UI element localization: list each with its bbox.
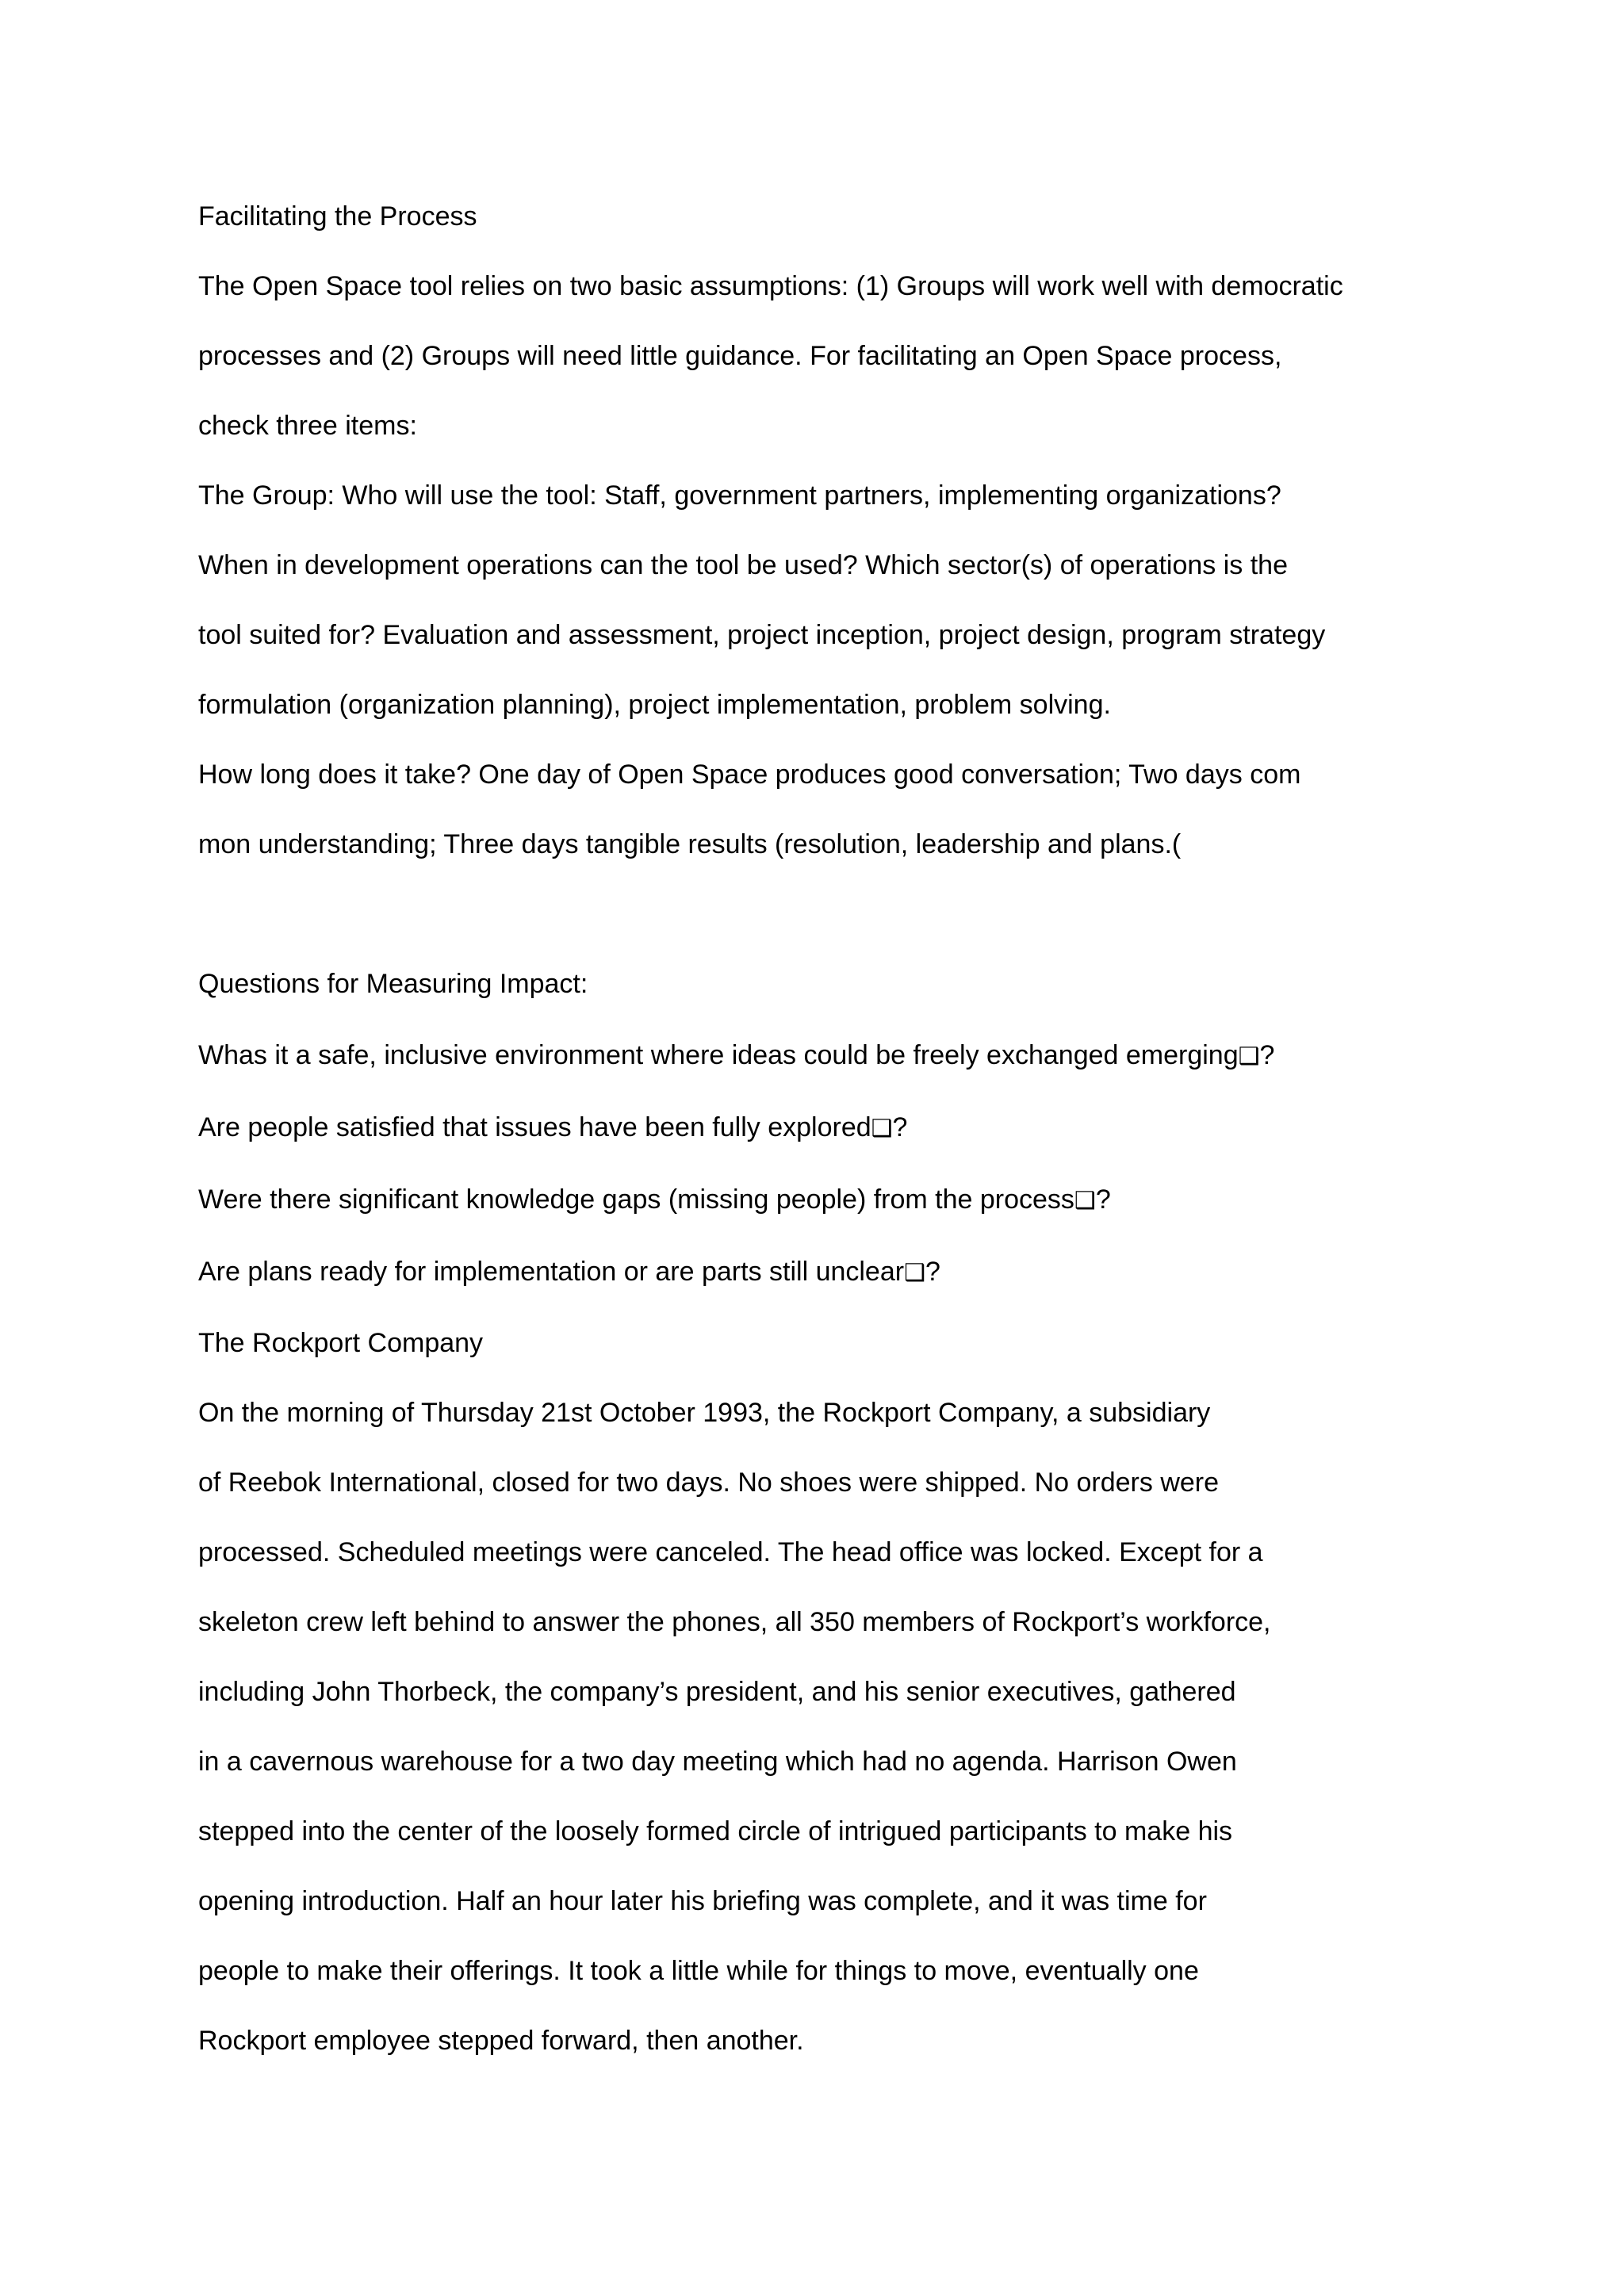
- paragraph-line: formulation (organization planning), project implementation, problem solving.: [198, 690, 1111, 720]
- paragraph-line: including John Thorbeck, the company’s president, and his senior executives, gathered: [198, 1677, 1236, 1707]
- question-item: [198, 1112, 907, 1145]
- question-mark: ?: [1259, 1040, 1275, 1070]
- paragraph-line: The Open Space tool relies on two basic assumptions: (1) Groups will work well with democratic: [198, 271, 1343, 301]
- question-text: Are plans ready for implementation or are parts still unclear: [198, 1257, 905, 1287]
- paragraph-line: check three items:: [198, 411, 417, 441]
- paragraph-line: How long does it take? One day of Open Space produces good conversation; Two days com: [198, 760, 1301, 790]
- question-item: [198, 1184, 1111, 1217]
- paragraph-line: in a cavernous warehouse for a two day meeting which had no agenda. Harrison Owen: [198, 1747, 1237, 1777]
- checkbox-glyph: ❑: [1238, 1043, 1260, 1070]
- question-mark: ?: [925, 1257, 940, 1287]
- question-text: Were there significant knowledge gaps (missing people) from the process: [198, 1184, 1074, 1215]
- question-mark: ?: [1095, 1184, 1111, 1215]
- paragraph-line: tool suited for? Evaluation and assessment, project inception, project design, program strategy: [198, 620, 1326, 650]
- question-mark: ?: [892, 1112, 908, 1142]
- section-heading: Questions for Measuring Impact:: [198, 969, 588, 999]
- question-text: Are people satisfied that issues have been fully explored: [198, 1112, 871, 1142]
- paragraph-line: opening introduction. Half an hour later his briefing was complete, and it was time for: [198, 1886, 1207, 1916]
- paragraph-line: mon understanding; Three days tangible results (resolution, leadership and plans.(: [198, 829, 1182, 859]
- paragraph-line: stepped into the center of the loosely formed circle of intrigued participants to make his: [198, 1816, 1233, 1846]
- checkbox-glyph: ❑: [1074, 1187, 1096, 1215]
- paragraph-line: The Group: Who will use the tool: Staff, government partners, implementing organizations?: [198, 480, 1281, 511]
- checkbox-glyph: ❑: [871, 1115, 893, 1142]
- paragraph-line: On the morning of Thursday 21st October 1993, the Rockport Company, a subsidiary: [198, 1398, 1211, 1428]
- question-item: [198, 1039, 1274, 1073]
- question-item: [198, 1256, 940, 1289]
- section-heading: The Rockport Company: [198, 1328, 484, 1358]
- section-heading: Facilitating the Process: [198, 201, 477, 232]
- paragraph-line: When in development operations can the tool be used? Which sector(s) of operations is the: [198, 550, 1288, 580]
- question-text: Whas it a safe, inclusive environment where ideas could be freely exchanged emerging: [198, 1040, 1239, 1070]
- paragraph-line: processed. Scheduled meetings were canceled. The head office was locked. Except for a: [198, 1537, 1263, 1567]
- checkbox-glyph: ❑: [904, 1259, 925, 1287]
- paragraph-line: skeleton crew left behind to answer the phones, all 350 members of Rockport’s workforce,: [198, 1607, 1271, 1637]
- paragraph-line: processes and (2) Groups will need little guidance. For facilitating an Open Space process,: [198, 341, 1282, 371]
- paragraph-line: of Reebok International, closed for two days. No shoes were shipped. No orders were: [198, 1468, 1220, 1498]
- paragraph-line: Rockport employee stepped forward, then another.: [198, 2026, 804, 2056]
- paragraph-line: people to make their offerings. It took a little while for things to move, eventually one: [198, 1956, 1199, 1986]
